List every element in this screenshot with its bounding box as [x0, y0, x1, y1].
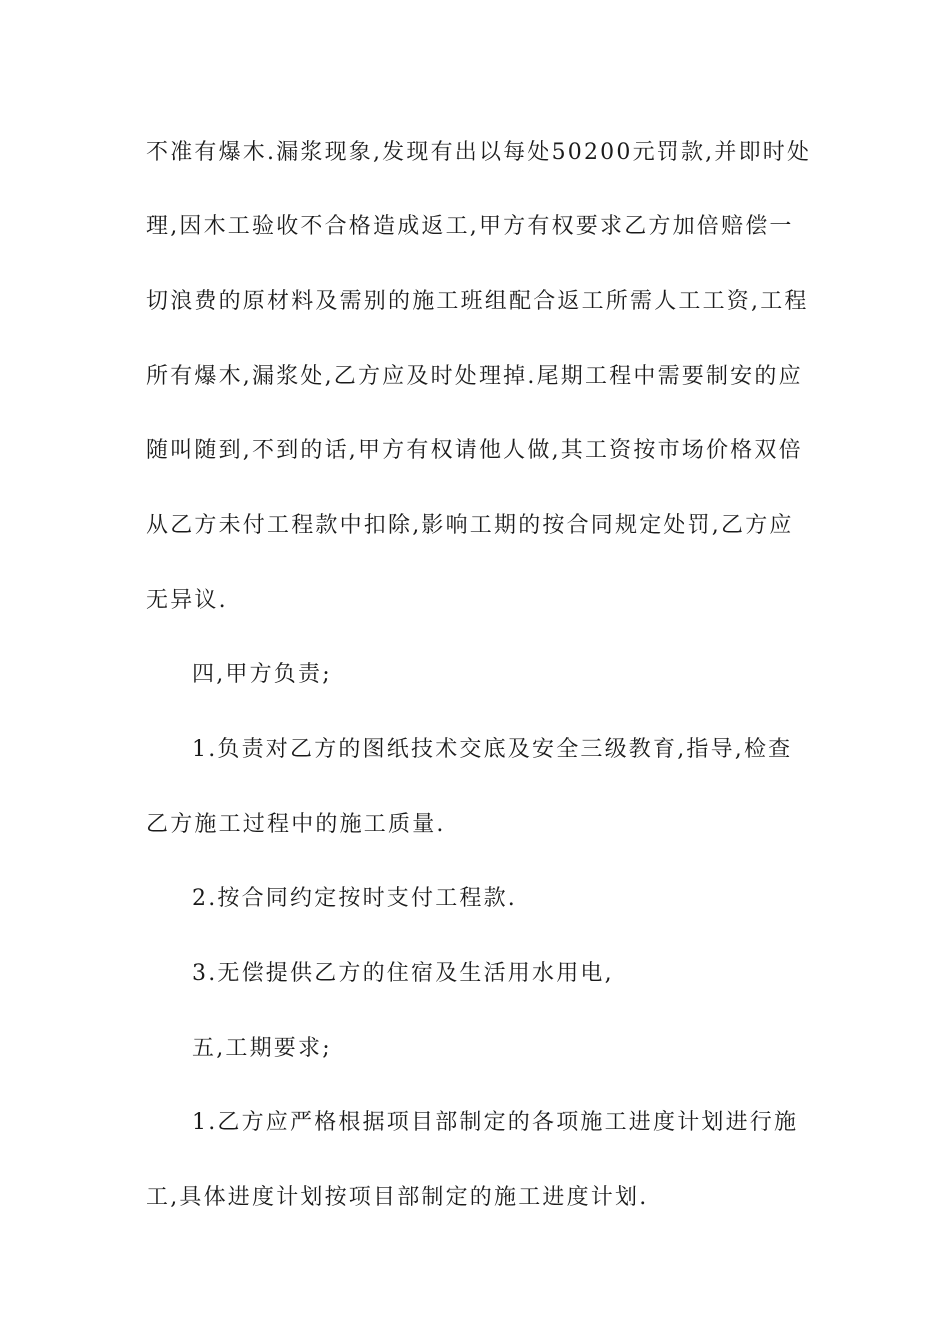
list-item: 2.按合同约定按时支付工程款.: [192, 886, 517, 911]
list-item: 1.乙方应严格根据项目部制定的各项施工进度计划进行施: [192, 1110, 799, 1135]
section-heading: 四,甲方负责;: [192, 662, 332, 687]
body-text-line: 不准有爆木.漏浆现象,发现有出以每处50200元罚款,并即时处: [146, 140, 812, 165]
body-text-line: 切浪费的原材料及需别的施工班组配合返工所需人工工资,工程: [146, 289, 809, 314]
body-text-line: 从乙方未付工程款中扣除,影响工期的按合同规定处罚,乙方应: [146, 513, 794, 538]
list-item: 1.负责对乙方的图纸技术交底及安全三级教育,指导,检查: [192, 737, 793, 762]
body-text-line: 无异议.: [146, 588, 228, 613]
list-item: 3.无偿提供乙方的住宿及生活用水用电,: [192, 961, 614, 986]
section-heading: 五,工期要求;: [192, 1036, 332, 1061]
body-text-line: 乙方施工过程中的施工质量.: [146, 812, 446, 837]
body-text-line: 所有爆木,漏浆处,乙方应及时处理掉.尾期工程中需要制安的应: [146, 364, 803, 389]
body-text-line: 工,具体进度计划按项目部制定的施工进度计划.: [146, 1185, 649, 1210]
body-text-line: 理,因木工验收不合格造成返工,甲方有权要求乙方加倍赔偿一: [146, 214, 794, 239]
body-text-line: 随叫随到,不到的话,甲方有权请他人做,其工资按市场价格双倍: [146, 438, 803, 463]
